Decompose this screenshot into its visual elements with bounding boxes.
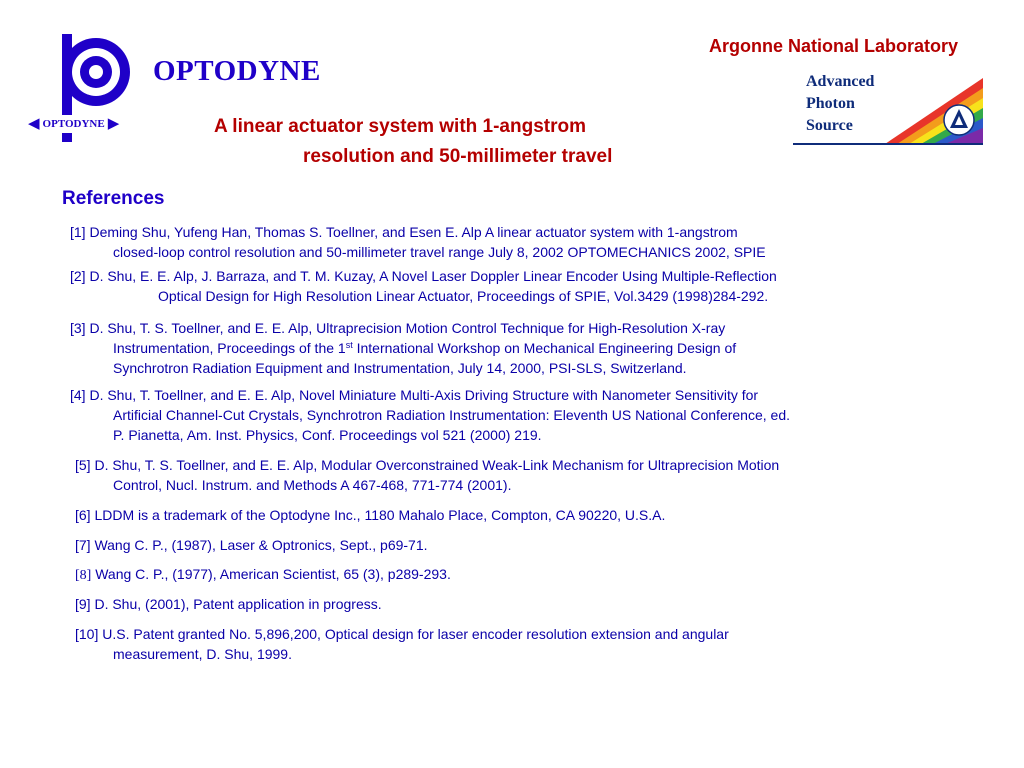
reference-3-line-2 xyxy=(70,338,736,358)
reference-10-line-1: [10] U.S. Patent granted No. 5,896,200, Optical design for laser encoder resolution extension and angular xyxy=(75,626,729,642)
reference-5 xyxy=(75,455,779,495)
reference-4-line-3: P. Pianetta, Am. Inst. Physics, Conf. Proceedings vol 521 (2000) 219. xyxy=(113,427,542,443)
aps-logo xyxy=(793,72,983,146)
reference-3-line-1: [3] D. Shu, T. S. Toellner, and E. E. Alp, Ultraprecision Motion Control Technique for High-Resolution X-ray xyxy=(70,320,726,336)
optodyne-logo-band xyxy=(28,115,119,133)
reference-3 xyxy=(70,318,736,378)
references-heading: References xyxy=(62,188,165,209)
aps-word-photon: Photon xyxy=(806,95,855,112)
reference-2 xyxy=(70,266,777,306)
reference-2-line-1: [2] D. Shu, E. E. Alp, J. Barraza, and T. M. Kuzay, A Novel Laser Doppler Linear Encoder Using Multiple-Reflection xyxy=(70,268,777,284)
reference-8-text: Wang C. P., (1977), American Scientist, 65 (3), p289-293. xyxy=(91,566,451,582)
reference-8-number: [8] xyxy=(75,568,92,583)
aps-word-advanced: Advanced xyxy=(806,73,875,90)
reference-5-line-2: Control, Nucl. Instrum. and Methods A 467-468, 771-774 (2001). xyxy=(113,477,512,493)
reference-4 xyxy=(70,385,790,445)
aps-word-source: Source xyxy=(806,117,853,134)
reference-8 xyxy=(75,564,451,586)
reference-3-line-3: Synchrotron Radiation Equipment and Instrumentation, July 14, 2000, PSI-SLS, Switzerland. xyxy=(113,360,687,376)
reference-4-line-1: [4] D. Shu, T. Toellner, and E. E. Alp, Novel Miniature Multi-Axis Driving Structure with Nanometer Sensitivity for xyxy=(70,387,759,403)
brand-name: OPTODYNE xyxy=(153,55,321,87)
reference-1-line-2: closed-loop control resolution and 50-millimeter travel range July 8, 2002 OPTOMECHANICS 2002, SPIE xyxy=(113,244,766,260)
left-arrow-icon: ◀ xyxy=(28,115,40,132)
title-line-2: resolution and 50-millimeter travel xyxy=(303,146,613,167)
reference-10 xyxy=(75,624,729,664)
logo-text: OPTODYNE xyxy=(40,115,108,133)
superscript-st: st xyxy=(345,340,353,350)
reference-7: [7] Wang C. P., (1987), Laser & Optronics, Sept., p69-71. xyxy=(75,537,428,553)
title-line-1: A linear actuator system with 1-angstrom xyxy=(214,116,587,137)
reference-2-line-2: Optical Design for High Resolution Linear Actuator, Proceedings of SPIE, Vol.3429 (1998)284-292. xyxy=(158,288,769,304)
reference-10-line-2: measurement, D. Shu, 1999. xyxy=(113,646,292,662)
reference-3-line-2-start: Instrumentation, Proceedings of the 1 xyxy=(113,340,346,356)
reference-3-line-2-end: International Workshop on Mechanical Engineering Design of xyxy=(352,340,737,356)
reference-1 xyxy=(70,222,766,262)
reference-9: [9] D. Shu, (2001), Patent application in progress. xyxy=(75,596,382,612)
reference-6: [6] LDDM is a trademark of the Optodyne Inc., 1180 Mahalo Place, Compton, CA 90220, U.S.A. xyxy=(75,507,666,523)
right-arrow-icon: ▶ xyxy=(107,115,120,132)
reference-5-line-1: [5] D. Shu, T. S. Toellner, and E. E. Alp, Modular Overconstrained Weak-Link Mechanism for Ultraprecision Motion xyxy=(75,457,780,473)
reference-1-line-1: [1] Deming Shu, Yufeng Han, Thomas S. Toellner, and Esen E. Alp A linear actuator system with 1-angstrom xyxy=(70,224,738,240)
reference-4-line-2: Artificial Channel-Cut Crystals, Synchrotron Radiation Instrumentation: Eleventh US National Conference, ed. xyxy=(113,407,790,423)
lab-name: Argonne National Laboratory xyxy=(708,36,958,56)
